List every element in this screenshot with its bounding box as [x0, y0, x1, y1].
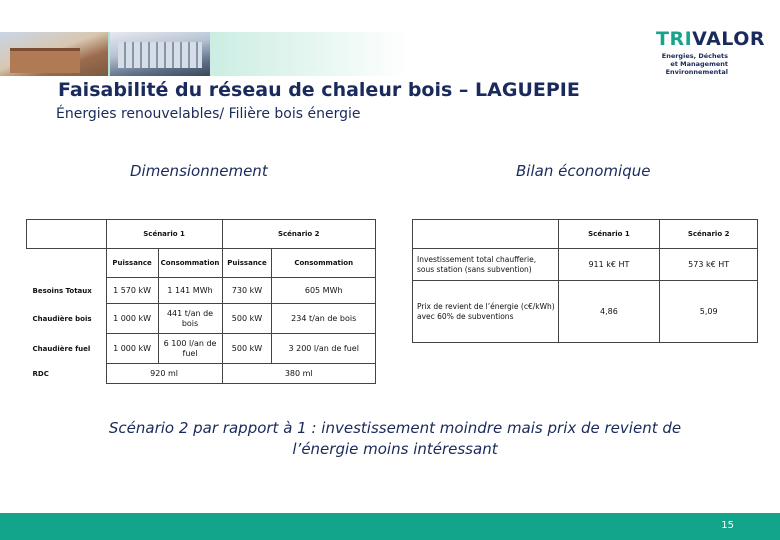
building-photo: [0, 32, 108, 76]
cell: 730 kW: [222, 278, 272, 304]
cell: 234 t/an de bois: [272, 304, 376, 334]
cell: 6 100 l/an de fuel: [158, 334, 222, 364]
cell: 500 kW: [222, 304, 272, 334]
boiler-house-photo: [110, 32, 210, 76]
conclusion-text: Scénario 2 par rapport à 1 : investissement moindre mais prix de revient de l’énergie moins intéressant: [108, 419, 682, 458]
page-number: 15: [721, 520, 734, 531]
cell: 500 kW: [222, 334, 272, 364]
col-consommation: Consommation: [158, 249, 222, 278]
logo-wordmark: TRIVALOR: [656, 28, 766, 50]
footer-bar: [0, 513, 780, 540]
row-label: Besoins Totaux: [32, 286, 92, 295]
cell: 1 000 kW: [106, 304, 158, 334]
trivalor-logo: [656, 28, 766, 76]
row-label: Chaudière bois: [32, 314, 92, 323]
cell: 5,09: [660, 281, 758, 343]
dimension-table: [26, 219, 376, 384]
col-consommation: Consommation: [272, 249, 376, 278]
col-puissance: Puissance: [106, 249, 158, 278]
cell: 1 570 kW: [106, 278, 158, 304]
page-subtitle: Énergies renouvelables/ Filière bois énergie: [56, 106, 361, 122]
cell: 4,86: [558, 281, 660, 343]
row-label: RDC: [32, 369, 49, 378]
corner-cell: [27, 220, 107, 249]
table-row: [27, 334, 376, 364]
cell: 911 k€ HT: [558, 249, 660, 281]
col-puissance: Puissance: [222, 249, 272, 278]
corner-cell: [413, 220, 559, 249]
table-row: [27, 278, 376, 304]
table-row: [413, 281, 758, 343]
cell: 1 000 kW: [106, 334, 158, 364]
logo-tagline: Energies, Déchets et Management Environnemental: [661, 52, 728, 76]
row-label: Prix de revient de l’énergie (c€/kWh) avec 60% de subventions: [413, 281, 559, 343]
cell: 573 k€ HT: [660, 249, 758, 281]
section-bilan-economique: Bilan économique: [516, 162, 651, 180]
cell: 1 141 MWh: [158, 278, 222, 304]
table-row: [413, 249, 758, 281]
cell: 3 200 l/an de fuel: [272, 334, 376, 364]
economic-table: [412, 219, 758, 343]
cell: 380 ml: [222, 364, 375, 384]
page-title: Faisabilité du réseau de chaleur bois – LAGUEPIE: [58, 79, 580, 101]
table-row: [27, 304, 376, 334]
cell: 920 ml: [106, 364, 222, 384]
cell: 441 t/an de bois: [158, 304, 222, 334]
cell: 605 MWh: [272, 278, 376, 304]
scenario1-header: Scénario 1: [558, 220, 660, 249]
scenario2-header: Scénario 2: [660, 220, 758, 249]
section-dimensionnement: Dimensionnement: [130, 162, 268, 180]
table-row: [27, 364, 376, 384]
row-label: Investissement total chaufferie, sous station (sans subvention): [413, 249, 559, 281]
row-label: Chaudière fuel: [32, 344, 91, 353]
scenario1-header: Scénario 1: [106, 220, 222, 249]
scenario2-header: Scénario 2: [222, 220, 375, 249]
